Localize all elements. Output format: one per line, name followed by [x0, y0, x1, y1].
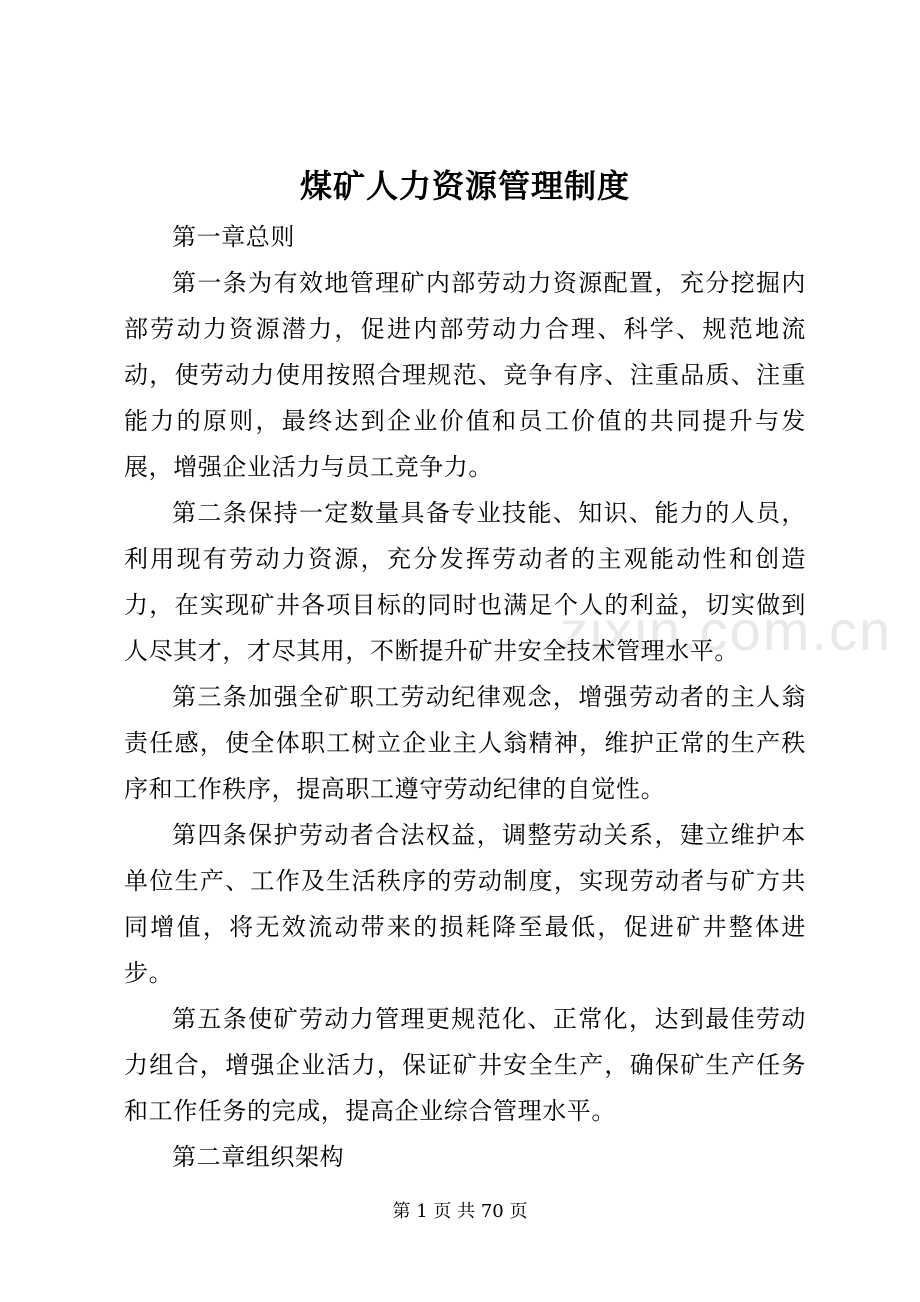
page-footer: 第 1 页 共 70 页	[392, 1201, 528, 1222]
article-paragraph: 第五条使矿劳动力管理更规范化、正常化，达到最佳劳动力组合，增强企业活力，保证矿井安全生产，确保矿生产任务和工作任务的完成，提高企业综合管理水平。	[124, 1005, 806, 1125]
article-paragraph: 第四条保护劳动者合法权益，调整劳动关系，建立维护本单位生产、工作及生活秩序的劳动制度，实现劳动者与矿方共同增值，将无效流动带来的损耗降至最低，促进矿井整体进步。	[124, 821, 806, 987]
article-paragraph: 第二条保持一定数量具备专业技能、知识、能力的人员，利用现有劳动力资源，充分发挥劳动者的主观能动性和创造力，在实现矿井各项目标的同时也满足个人的利益，切实做到人尽其才，才尽其用，不断提升矿井安全技术管理水平。	[124, 499, 806, 665]
chapter-heading: 第二章组织架构	[172, 1143, 345, 1171]
article-paragraph: 第一条为有效地管理矿内部劳动力资源配置，充分挖掘内部劳动力资源潜力，促进内部劳动力合理、科学、规范地流动，使劳动力使用按照合理规范、竞争有序、注重品质、注重能力的原则，最终达到企业价值和员工价值的共同提升与发展，增强企业活力与员工竞争力。	[124, 269, 806, 481]
article-paragraph: 第三条加强全矿职工劳动纪律观念，增强劳动者的主人翁责任感，使全体职工树立企业主人翁精神，维护正常的生产秩序和工作秩序，提高职工遵守劳动纪律的自觉性。	[124, 683, 806, 803]
document-body	[124, 162, 806, 1180]
chapter-heading: 第一章总则	[172, 223, 295, 251]
watermark: zixin.com.cn	[560, 599, 893, 662]
document-title: 煤矿人力资源管理制度	[299, 167, 630, 205]
